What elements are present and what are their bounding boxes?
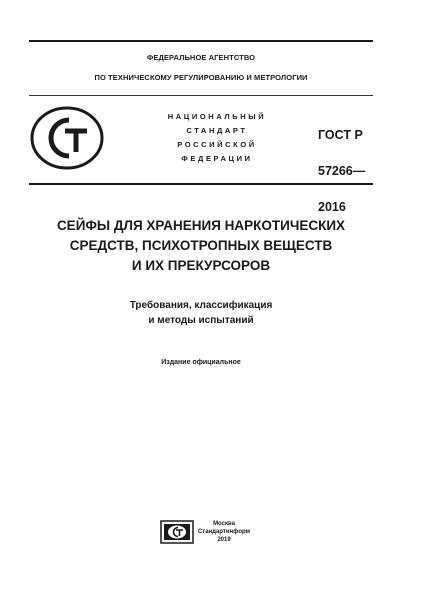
- title-line3: И ИХ ПРЕКУРСОРОВ: [131, 258, 271, 273]
- middle-rule: [29, 95, 373, 96]
- document-title: [29, 216, 373, 276]
- publisher-name: Стандартинформ: [197, 529, 251, 535]
- subtitle-line1: Требования, классификация: [129, 300, 273, 311]
- publication-year: 2019: [217, 537, 231, 543]
- agency-name-line2: ПО ТЕХНИЧЕСКОМУ РЕГУЛИРОВАНИЮ И МЕТРОЛОГИИ: [94, 73, 308, 82]
- subtitle-line2: и методы испытаний: [148, 315, 254, 326]
- gost-number-line1: ГОСТ Р: [318, 128, 363, 142]
- top-rule: [29, 40, 373, 42]
- document-subtitle: [29, 298, 373, 328]
- title-line1: СЕЙФЫ ДЛЯ ХРАНЕНИЯ НАРКОТИЧЕСКИХ: [56, 218, 346, 233]
- standard-type-line2: СТАНДАРТ: [186, 126, 248, 135]
- standard-type-line1: НАЦИОНАЛЬНЫЙ: [167, 112, 267, 121]
- standard-type: [150, 110, 284, 166]
- publisher-info: [196, 520, 252, 544]
- gost-number-line3: 2016: [318, 200, 346, 214]
- standartinform-emblem-icon: [160, 520, 194, 544]
- gost-number-line2: 57266—: [318, 164, 366, 178]
- agency-name-line1: ФЕДЕРАЛЬНОЕ АГЕНТСТВО: [146, 53, 256, 62]
- title-line2: СРЕДСТВ, ПСИХОТРОПНЫХ ВЕЩЕСТВ: [69, 238, 333, 253]
- gost-r-emblem-icon: [29, 105, 105, 171]
- standard-type-line3: РОССИЙСКОЙ: [177, 140, 257, 149]
- edition-note: Издание официальное: [161, 359, 241, 366]
- standard-type-line4: ФЕДЕРАЦИИ: [181, 154, 253, 163]
- bottom-rule: [29, 183, 373, 185]
- publisher-city: Москва: [213, 521, 235, 527]
